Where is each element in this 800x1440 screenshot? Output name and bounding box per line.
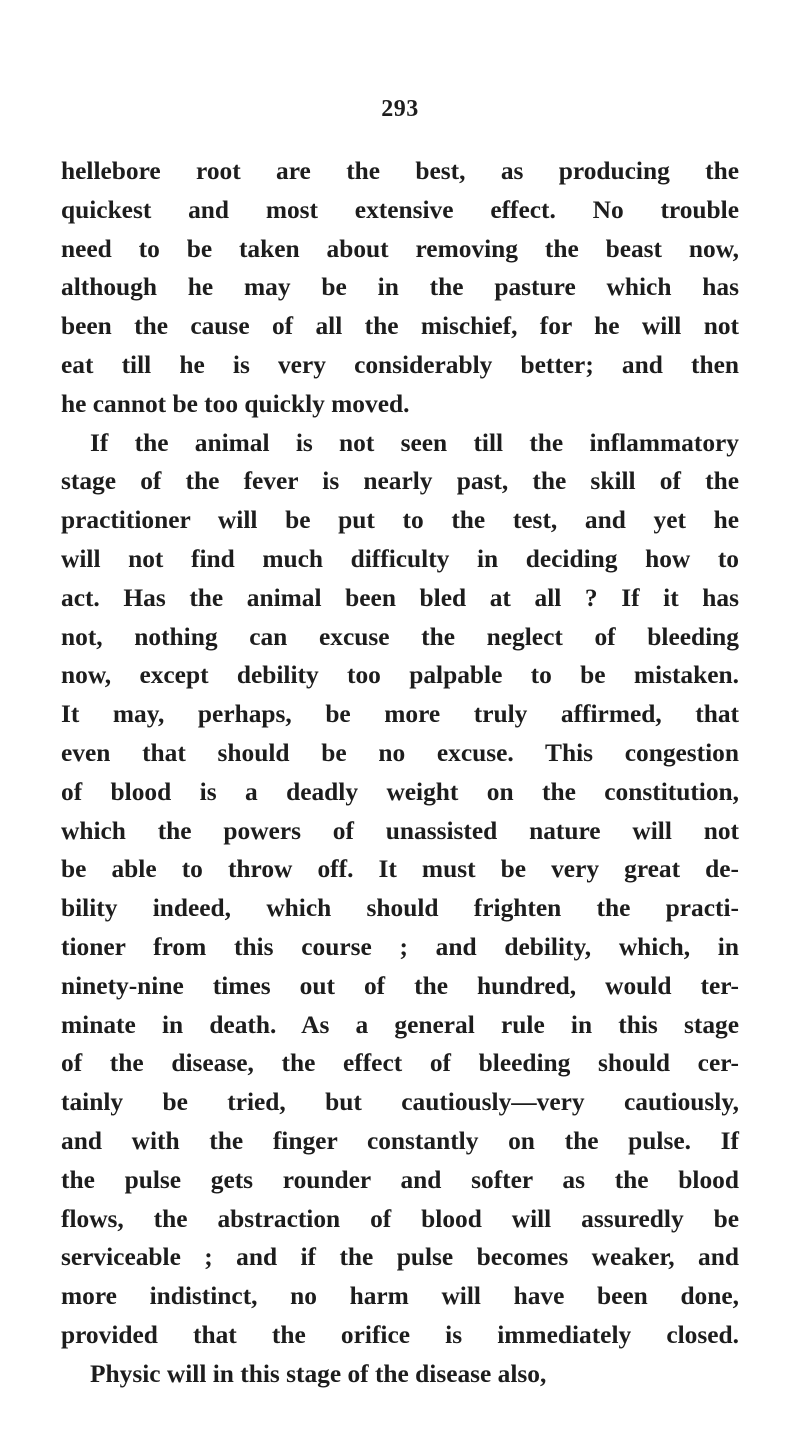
text-line: which the powers of unassisted nature will not	[61, 816, 739, 845]
text-line: act. Has the animal been bled at all ? If it has	[61, 583, 739, 612]
text-line: tainly be tried, but cautiously—very cautiously,	[61, 1088, 739, 1117]
text-line: practitioner will be put to the test, and yet he	[61, 506, 739, 535]
text-line: been the cause of all the mischief, for he will not	[61, 312, 739, 341]
text-line: and with the finger constantly on the pulse. If	[61, 1126, 739, 1155]
text-line: not, nothing can excuse the neglect of bleeding	[61, 622, 739, 651]
text-line: be able to throw off. It must be very great de-	[61, 855, 739, 884]
text-line: bility indeed, which should frighten the practi-	[61, 894, 739, 923]
body-text	[61, 152, 739, 1394]
text-line: the pulse gets rounder and softer as the blood	[61, 1165, 739, 1194]
text-line: eat till he is very considerably better; and then	[61, 350, 739, 379]
text-line: of the disease, the effect of bleeding should cer-	[61, 1049, 739, 1078]
text-line: need to be taken about removing the beast now,	[61, 234, 739, 263]
text-line: flows, the abstraction of blood will assuredly be	[61, 1204, 739, 1233]
text-line: he cannot be too quickly moved.	[61, 389, 410, 418]
text-line: although he may be in the pasture which has	[61, 273, 739, 302]
text-line: ninety-nine times out of the hundred, would ter-	[61, 971, 739, 1000]
text-line: provided that the orifice is immediately closed.	[61, 1320, 739, 1349]
text-line: Physic will in this stage of the disease also,	[90, 1359, 547, 1388]
text-line: will not find much difficulty in deciding how to	[61, 544, 739, 573]
text-line: It may, perhaps, be more truly affirmed, that	[61, 700, 739, 729]
text-line: quickest and most extensive effect. No trouble	[61, 195, 739, 224]
text-line: If the animal is not seen till the inflammatory	[90, 428, 739, 457]
text-line: even that should be no excuse. This congestion	[61, 738, 739, 767]
page-number: 293	[381, 96, 419, 122]
text-line: of blood is a deadly weight on the constitution,	[61, 777, 739, 806]
text-line: hellebore root are the best, as producing the	[61, 157, 739, 185]
text-line: minate in death. As a general rule in this stage	[61, 1010, 739, 1039]
text-line: now, except debility too palpable to be mistaken.	[61, 661, 739, 690]
text-line: tioner from this course ; and debility, which, in	[61, 932, 739, 961]
text-line: stage of the fever is nearly past, the skill of the	[61, 467, 739, 496]
text-line: serviceable ; and if the pulse becomes weaker, and	[61, 1243, 739, 1272]
text-line: more indistinct, no harm will have been done,	[61, 1282, 739, 1311]
